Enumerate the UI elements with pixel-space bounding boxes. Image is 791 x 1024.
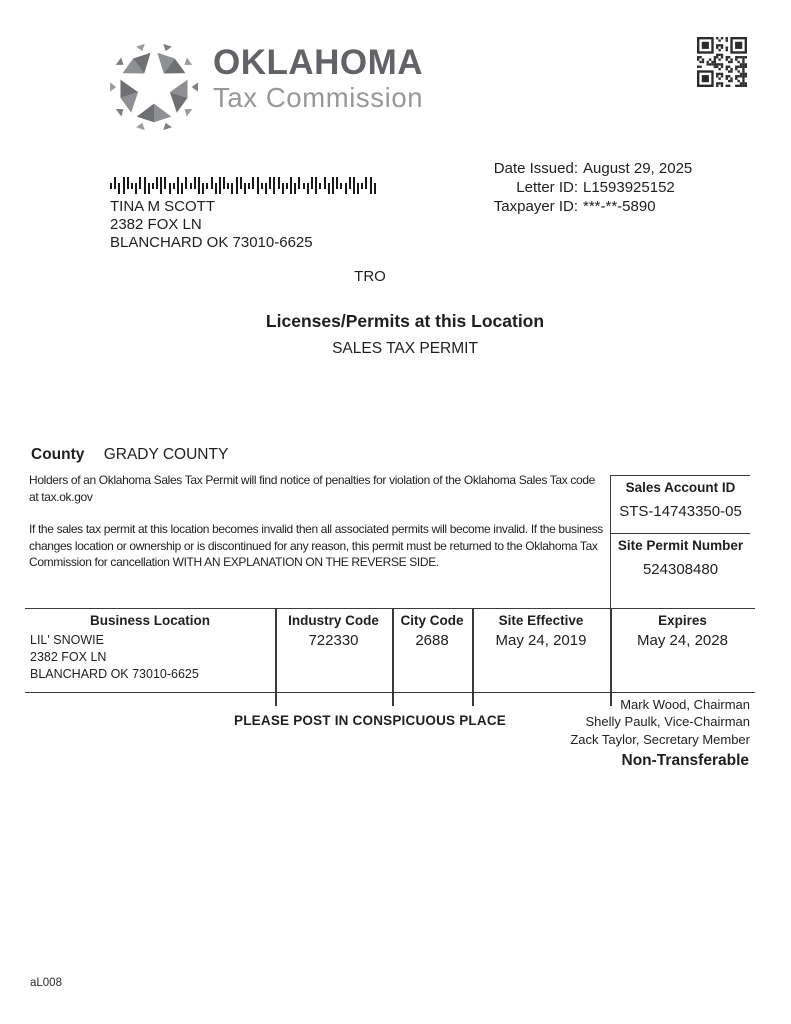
table-row: [25, 629, 755, 683]
letter-meta: [440, 160, 692, 216]
non-transferable-label: Non-Transferable: [621, 752, 749, 769]
recipient-address-block: [110, 177, 390, 252]
business-address2: BLANCHARD OK 73010-6625: [30, 667, 199, 681]
commissioner-secretary: Zack Taylor, Secretary Member: [570, 731, 750, 747]
document-subtitle: SALES TAX PERMIT: [332, 340, 478, 357]
cell-industry-code: 722330: [308, 632, 359, 649]
recipient-name: TINA M SCOTT: [110, 198, 215, 215]
cell-city-code: 2688: [415, 632, 449, 649]
header-city-code: City Code: [400, 613, 464, 628]
site-permit-section: [611, 534, 750, 578]
org-subtitle: Tax Commission: [213, 82, 424, 113]
cell-business-location: [25, 632, 275, 683]
cell-expires: May 24, 2028: [637, 632, 728, 649]
letter-id-value: L1593925152: [583, 178, 675, 196]
letter-id-label: Letter ID:: [516, 178, 578, 196]
sales-account-section: [611, 476, 750, 534]
date-issued-value: August 29, 2025: [583, 160, 693, 177]
sales-account-id-label: Sales Account ID: [625, 480, 736, 495]
header-site-effective: Site Effective: [498, 613, 584, 628]
org-wordmark: [213, 44, 423, 113]
org-name: OKLAHOMA: [213, 43, 424, 82]
document-title: Licenses/Permits at this Location: [265, 311, 545, 331]
recipient-address-line2: BLANCHARD OK 73010-6625: [110, 234, 313, 251]
table-divider-1: [275, 609, 277, 706]
form-code: aL008: [30, 977, 62, 989]
table-divider-2: [392, 609, 394, 706]
qr-code: [697, 37, 747, 87]
recipient-address-lines: [110, 198, 390, 252]
county-row: [31, 446, 228, 464]
header-industry-code: Industry Code: [288, 613, 379, 628]
notice-paragraph-2: If the sales tax permit at this location becomes invalid then all associated permits will become invalid. If the business changes location or ownership or is discontinued for any reason, this permit must be returned to the Oklahoma Tax Commission for cancellation WITH AN EXPLANATION ON THE REVERSE SIDE.: [29, 522, 603, 570]
county-label: County: [31, 446, 85, 463]
intelligent-mail-barcode: [110, 177, 390, 194]
notice-paragraphs: [29, 472, 607, 571]
letter-id-row: [440, 179, 692, 198]
account-box: [610, 475, 750, 608]
commissioner-chairman: Mark Wood, Chairman: [620, 697, 750, 712]
site-permit-number-label: Site Permit Number: [617, 538, 744, 553]
post-notice: PLEASE POST IN CONSPICUOUS PLACE: [234, 713, 506, 728]
table-header-row: [25, 609, 755, 629]
county-name: GRADY COUNTY: [103, 446, 229, 463]
taxpayer-id-label: Taxpayer ID:: [493, 197, 578, 215]
table-divider-4: [610, 609, 612, 706]
date-issued-label: Date Issued:: [493, 160, 578, 177]
table-divider-3: [472, 609, 474, 706]
header-expires: Expires: [658, 613, 707, 628]
notice-paragraph-1: Holders of an Oklahoma Sales Tax Permit will find notice of penalties for violation of the Oklahoma Sales Tax code at tax.ok.gov: [29, 473, 595, 504]
site-permit-number-value: 524308480: [642, 561, 719, 578]
cell-site-effective: May 24, 2019: [495, 632, 587, 649]
document-type-code: TRO: [354, 268, 386, 285]
date-issued-row: [440, 160, 692, 179]
taxpayer-id-row: [440, 198, 692, 217]
document-titles: [20, 311, 790, 358]
business-name: LIL' SNOWIE: [30, 633, 104, 647]
commissioners-block: [570, 696, 750, 748]
taxpayer-id-value: ***-**-5890: [583, 197, 656, 215]
sales-account-id-value: STS-14743350-05: [619, 503, 742, 520]
permit-table: [25, 608, 755, 693]
business-address1: 2382 FOX LN: [30, 650, 107, 664]
qr-code-icon: [697, 37, 747, 87]
header-business-location: Business Location: [89, 613, 211, 628]
recipient-address-line1: 2382 FOX LN: [110, 216, 202, 233]
otc-star-logo: [103, 35, 205, 137]
star-icon: [103, 35, 205, 137]
commissioner-vice-chairman: Shelly Paulk, Vice-Chairman: [585, 714, 750, 730]
